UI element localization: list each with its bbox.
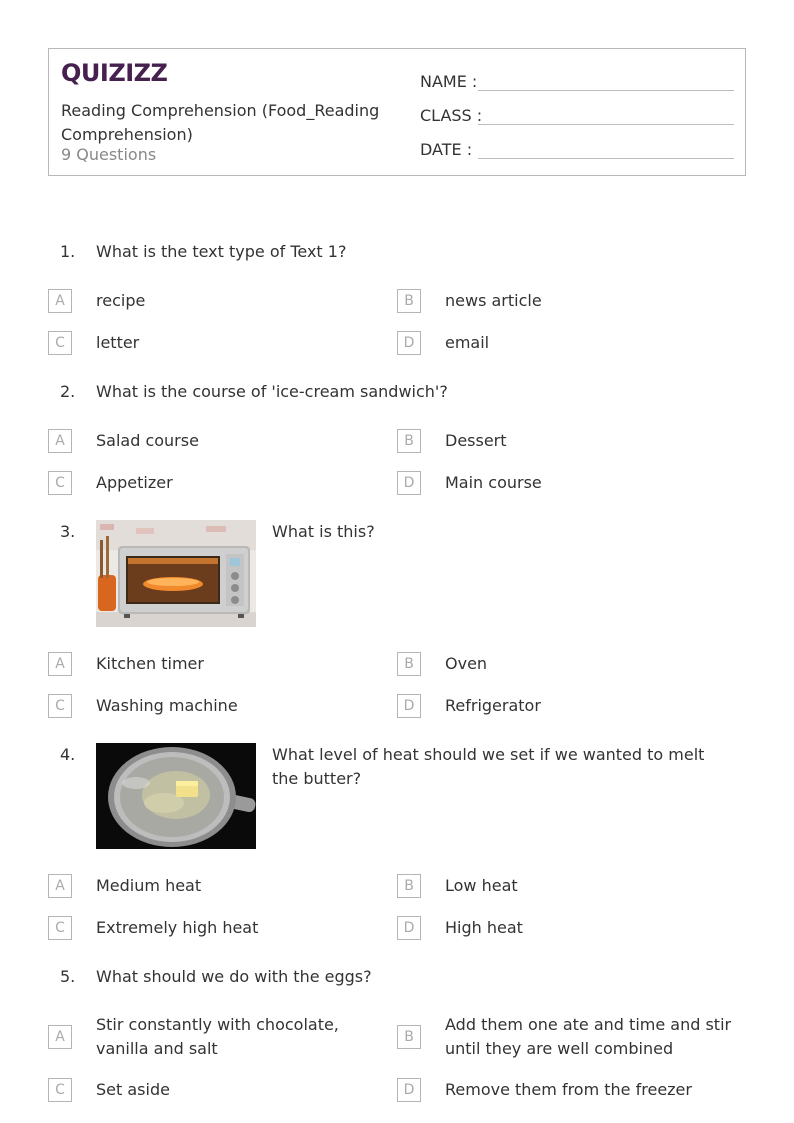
option-letter: C (48, 694, 72, 718)
question-text: What level of heat should we set if we wanted to melt the butter? (272, 745, 705, 788)
option-letter: D (397, 916, 421, 940)
option-text: Washing machine (96, 696, 238, 715)
date-line[interactable] (478, 141, 734, 159)
option-letter: D (397, 1078, 421, 1102)
class-label: CLASS : (420, 106, 483, 125)
option-letter: A (48, 1025, 72, 1049)
option-text: letter (96, 333, 140, 352)
worksheet-header (48, 48, 746, 176)
option-letter: D (397, 331, 421, 355)
option-letter: B (397, 289, 421, 313)
option-text: Add them one ate and time and stir until they are well combined (445, 1015, 732, 1058)
question-text: What is this? (272, 522, 375, 541)
option-text: Kitchen timer (96, 654, 204, 673)
option-letter: A (48, 289, 72, 313)
option-text: Medium heat (96, 876, 202, 895)
class-field[interactable] (420, 101, 734, 125)
question-number: 4. (60, 745, 76, 764)
option-text: Set aside (96, 1080, 170, 1099)
toaster-oven-image (96, 520, 256, 627)
quizizz-logo: QUIZIZZ (61, 59, 168, 87)
option-text: Low heat (445, 876, 518, 895)
option-text: news article (445, 291, 542, 310)
option-text: email (445, 333, 490, 352)
question-number: 3. (60, 522, 76, 541)
butter-pan-image (96, 743, 256, 849)
option-letter: B (397, 1025, 421, 1049)
option-text: High heat (445, 918, 523, 937)
butter-pan-illustration (96, 743, 256, 849)
option-text: Refrigerator (445, 696, 541, 715)
question-number: 2. (60, 382, 76, 401)
option-letter: A (48, 429, 72, 453)
question-text: What is the text type of Text 1? (96, 242, 347, 261)
option-letter: C (48, 1078, 72, 1102)
option-letter: C (48, 331, 72, 355)
question-count: 9 Questions (61, 145, 157, 164)
date-label: DATE : (420, 140, 473, 159)
date-field[interactable] (420, 135, 734, 159)
worksheet-title: Reading Comprehension (Food_Reading Comprehension) (61, 101, 380, 144)
question-number: 5. (60, 967, 76, 986)
option-letter: A (48, 874, 72, 898)
option-text: Appetizer (96, 473, 173, 492)
question-text: What is the course of 'ice-cream sandwich'? (96, 382, 448, 401)
option-letter: A (48, 652, 72, 676)
toaster-oven-illustration (96, 520, 256, 627)
option-text: Salad course (96, 431, 199, 450)
question-text: What should we do with the eggs? (96, 967, 372, 986)
option-letter: D (397, 471, 421, 495)
option-letter: C (48, 916, 72, 940)
class-line[interactable] (478, 107, 734, 125)
option-text: Main course (445, 473, 542, 492)
name-label: NAME : (420, 72, 478, 91)
name-field[interactable] (420, 67, 734, 91)
option-letter: B (397, 429, 421, 453)
option-letter: C (48, 471, 72, 495)
option-text: Stir constantly with chocolate, vanilla and salt (96, 1015, 339, 1058)
option-letter: B (397, 652, 421, 676)
option-text: Remove them from the freezer (445, 1080, 692, 1099)
option-text: Oven (445, 654, 488, 673)
option-text: Dessert (445, 431, 507, 450)
option-letter: B (397, 874, 421, 898)
question-number: 1. (60, 242, 76, 261)
option-text: recipe (96, 291, 146, 310)
name-line[interactable] (478, 73, 734, 91)
option-text: Extremely high heat (96, 918, 259, 937)
option-letter: D (397, 694, 421, 718)
